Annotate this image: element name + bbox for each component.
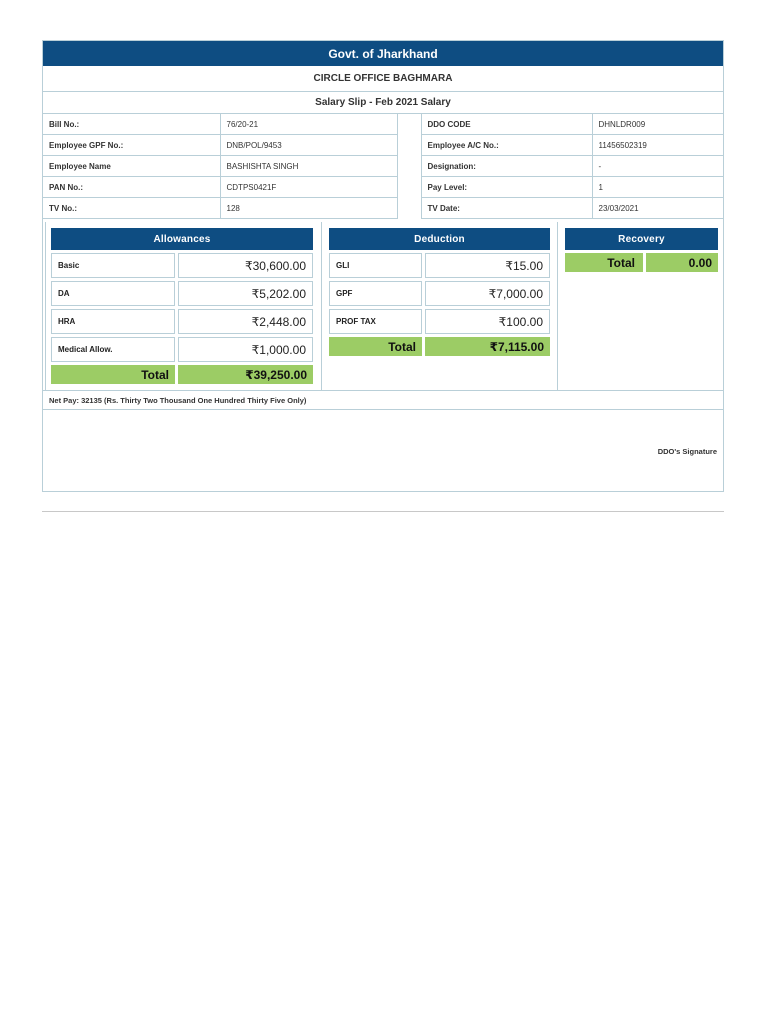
salary-slip	[42, 40, 724, 492]
allowance-label: Medical Allow.	[51, 337, 175, 362]
deduction-label: PROF TAX	[329, 309, 422, 334]
list-item	[329, 253, 550, 278]
allowance-amount: ₹2,448.00	[178, 309, 313, 334]
list-item	[51, 253, 313, 278]
list-item	[51, 281, 313, 306]
info-row	[43, 135, 723, 156]
account-no-label: Employee A/C No.:	[421, 135, 592, 156]
ddo-code-label: DDO CODE	[421, 114, 592, 135]
column-divider	[321, 222, 322, 390]
employee-info-table	[43, 114, 723, 219]
allowances-total-row	[51, 365, 313, 384]
allowance-label: HRA	[51, 309, 175, 334]
allowances-panel	[51, 228, 313, 384]
pay-level-value: 1	[592, 177, 723, 198]
pay-level-label: Pay Level:	[421, 177, 592, 198]
pan-no-value: CDTPS0421F	[220, 177, 397, 198]
deduction-total-value: ₹7,115.00	[425, 337, 550, 356]
deduction-total-label: Total	[329, 337, 422, 356]
deduction-amount: ₹15.00	[425, 253, 550, 278]
info-gap	[397, 177, 421, 198]
tv-no-label: TV No.:	[43, 198, 220, 219]
allowance-amount: ₹1,000.00	[178, 337, 313, 362]
net-pay: Net Pay: 32135 (Rs. Thirty Two Thousand One Hundred Thirty Five Only)	[43, 390, 723, 410]
info-row	[43, 177, 723, 198]
office-name: CIRCLE OFFICE BAGHMARA	[43, 66, 723, 92]
ddo-signature-label: DDO's Signature	[657, 447, 717, 456]
gpf-no-label: Employee GPF No.:	[43, 135, 220, 156]
recovery-total-label: Total	[565, 253, 643, 272]
info-row	[43, 114, 723, 135]
allowances-total-value: ₹39,250.00	[178, 365, 313, 384]
column-divider	[557, 222, 558, 390]
bill-no-value: 76/20-21	[220, 114, 397, 135]
recovery-panel	[565, 228, 718, 272]
slip-title: Salary Slip - Feb 2021 Salary	[43, 92, 723, 114]
recovery-total-row	[565, 253, 718, 272]
allowance-amount: ₹30,600.00	[178, 253, 313, 278]
recovery-header: Recovery	[565, 228, 718, 250]
deduction-label: GPF	[329, 281, 422, 306]
pan-no-label: PAN No.:	[43, 177, 220, 198]
list-item	[329, 281, 550, 306]
employee-name-value: BASHISHTA SINGH	[220, 156, 397, 177]
allowances-header: Allowances	[51, 228, 313, 250]
tv-no-value: 128	[220, 198, 397, 219]
list-item	[51, 337, 313, 362]
info-row	[43, 156, 723, 177]
divider	[42, 511, 724, 512]
employee-name-label: Employee Name	[43, 156, 220, 177]
allowance-label: DA	[51, 281, 175, 306]
deduction-total-row	[329, 337, 550, 356]
list-item	[51, 309, 313, 334]
allowance-amount: ₹5,202.00	[178, 281, 313, 306]
tv-date-label: TV Date:	[421, 198, 592, 219]
info-gap	[397, 135, 421, 156]
deduction-panel	[329, 228, 550, 356]
recovery-total-value: 0.00	[646, 253, 718, 272]
info-gap	[397, 156, 421, 177]
tv-date-value: 23/03/2021	[592, 198, 723, 219]
allowance-label: Basic	[51, 253, 175, 278]
government-header: Govt. of Jharkhand	[43, 41, 723, 66]
account-no-value: 11456502319	[592, 135, 723, 156]
ddo-code-value: DHNLDR009	[592, 114, 723, 135]
gpf-no-value: DNB/POL/9453	[220, 135, 397, 156]
deduction-amount: ₹100.00	[425, 309, 550, 334]
deduction-amount: ₹7,000.00	[425, 281, 550, 306]
info-gap	[397, 114, 421, 135]
earnings-deductions-area	[43, 222, 723, 390]
designation-label: Designation:	[421, 156, 592, 177]
column-divider	[45, 222, 46, 390]
deduction-header: Deduction	[329, 228, 550, 250]
designation-value: -	[592, 156, 723, 177]
info-gap	[397, 198, 421, 219]
info-row	[43, 198, 723, 219]
bill-no-label: Bill No.:	[43, 114, 220, 135]
list-item	[329, 309, 550, 334]
deduction-label: GLI	[329, 253, 422, 278]
allowances-total-label: Total	[51, 365, 175, 384]
